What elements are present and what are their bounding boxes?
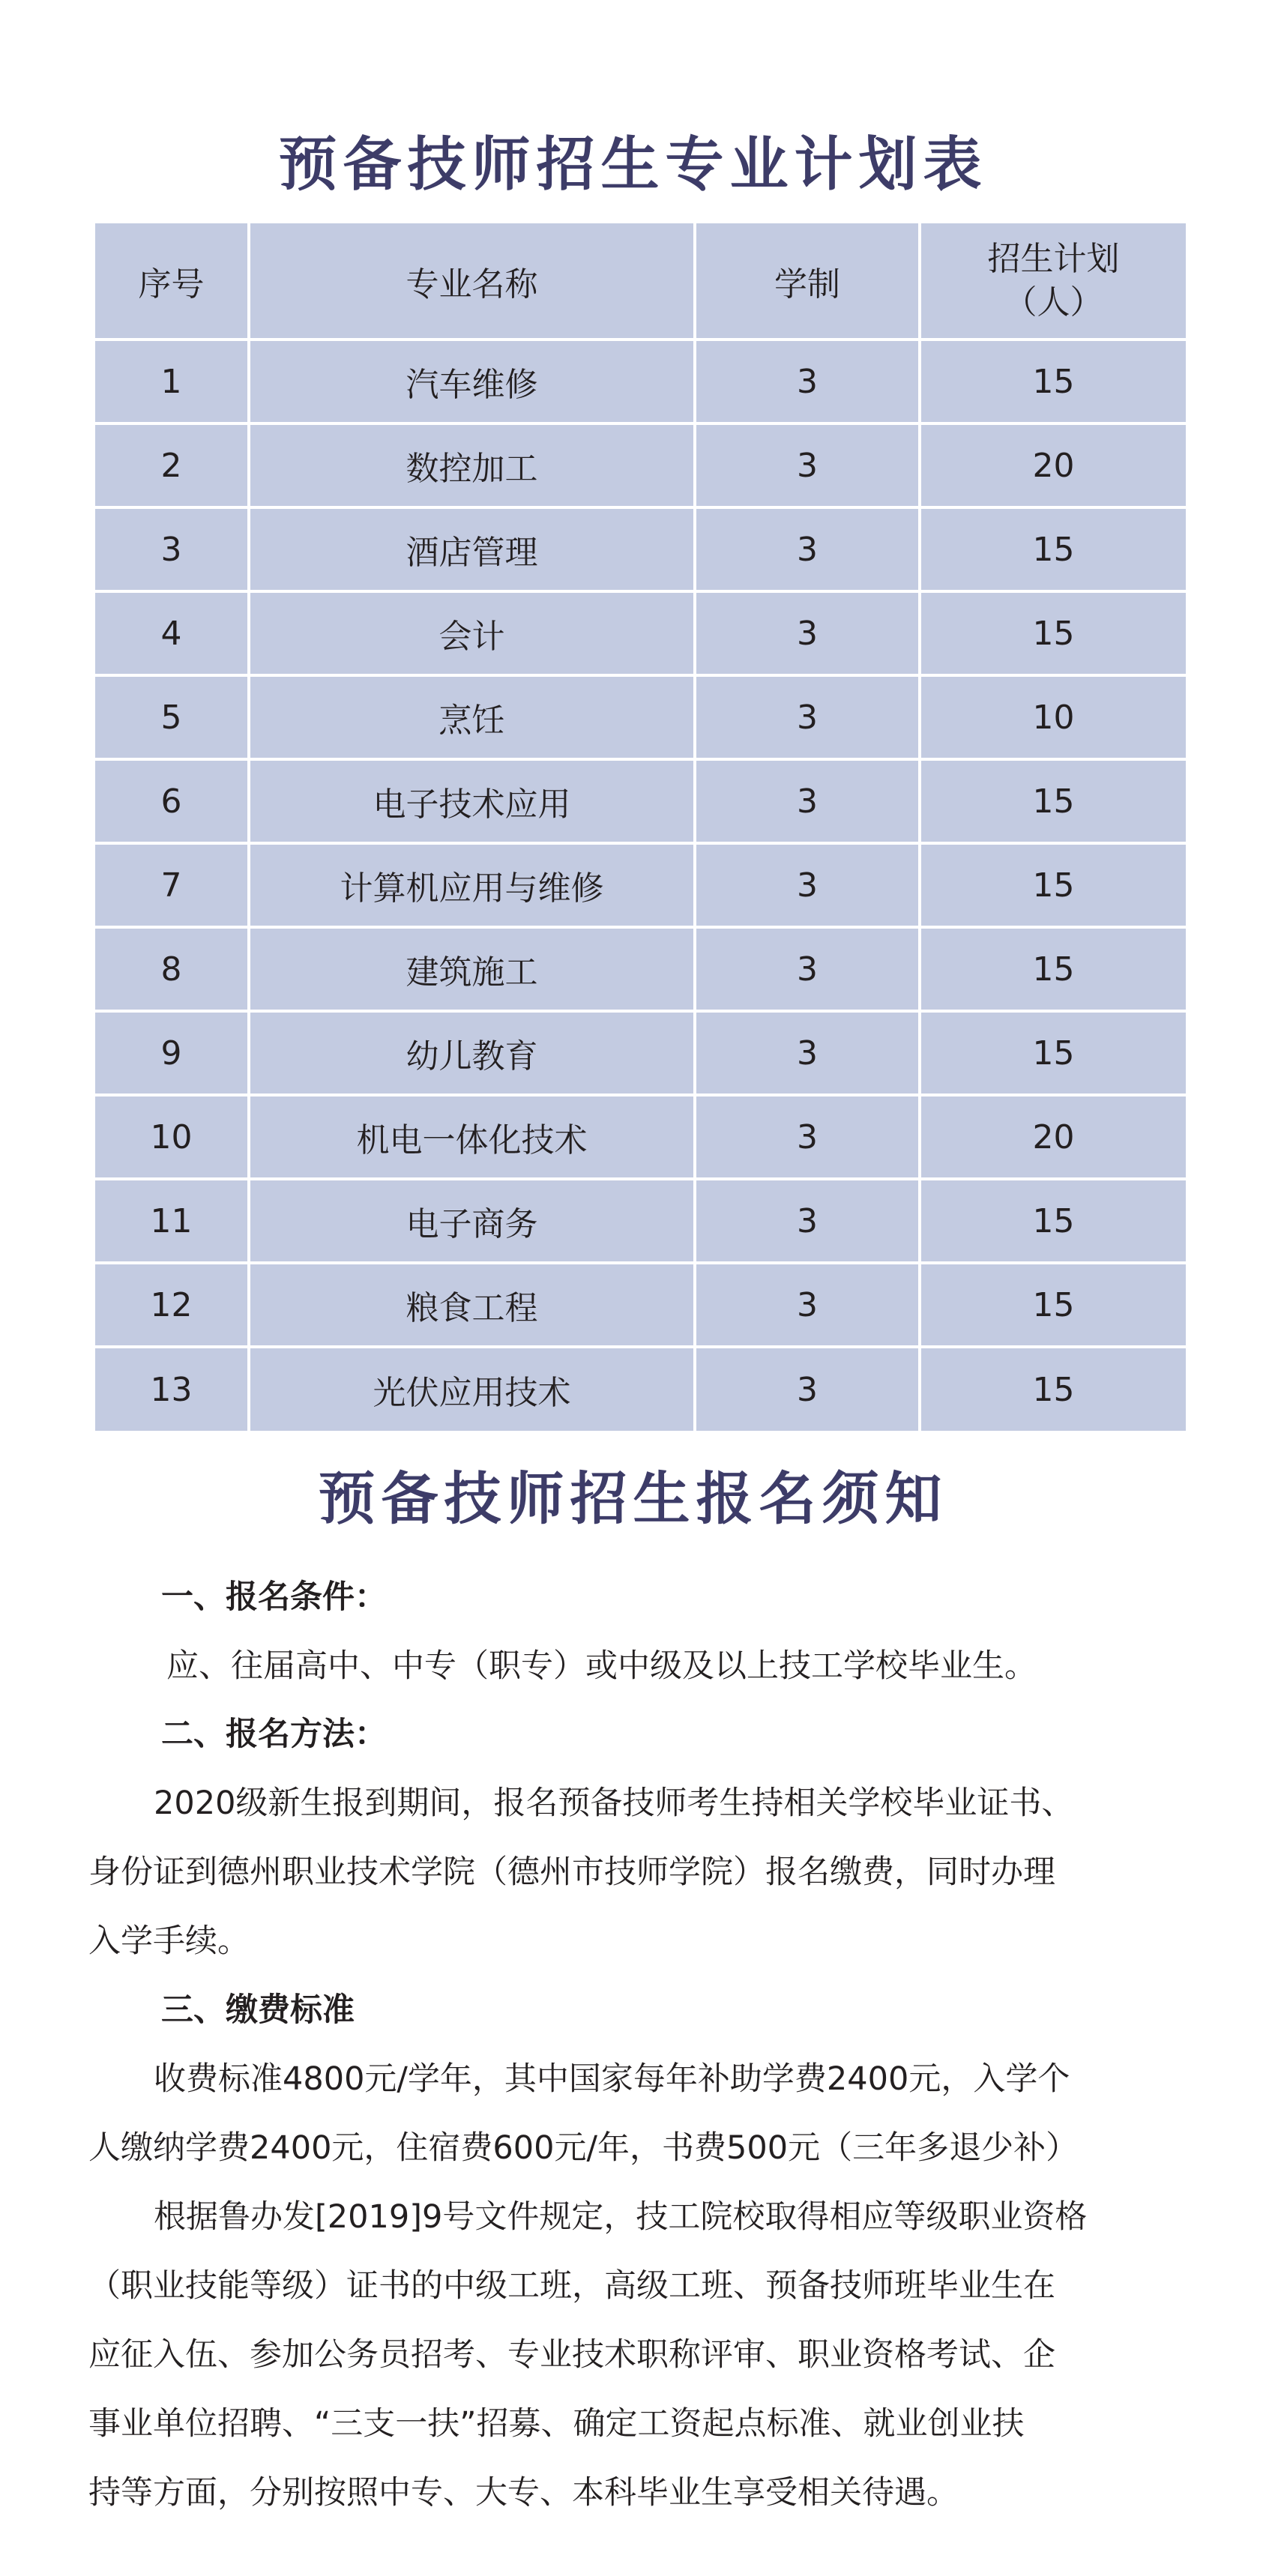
cell-major: 电子商务 [249,1179,695,1263]
table-row [95,1011,1186,1095]
table-header-row [95,223,1186,340]
table-row [95,423,1186,507]
section3-line4: （职业技能等级）证书的中级工班，高级工班、预备技师班毕业生在 [88,2267,1055,2305]
table-row [95,1347,1186,1431]
table-row [95,507,1186,591]
cell-seq: 9 [95,1011,249,1095]
header-quota-line1: 招生计划 [987,239,1120,278]
cell-quota: 15 [920,843,1186,927]
cell-duration: 3 [695,507,920,591]
cell-major: 粮食工程 [249,1263,695,1347]
cell-quota: 20 [920,1095,1186,1179]
cell-major: 幼儿教育 [249,1011,695,1095]
notice-title: 预备技师招生报名须知 [318,1465,948,1532]
cell-quota: 15 [920,340,1186,423]
cell-duration: 3 [695,675,920,759]
cell-duration: 3 [695,591,920,675]
section2-heading: 二、报名方法： [161,1716,387,1753]
cell-seq: 3 [95,507,249,591]
section2-line2: 身份证到德州职业技术学院（德州市技师学院）报名缴费，同时办理 [88,1853,1055,1891]
section2-line1: 2020级新生报到期间，报名预备技师考生持相关学校毕业证书、 [154,1785,1074,1822]
cell-major: 建筑施工 [249,927,695,1011]
cell-quota: 15 [920,1179,1186,1263]
table-row [95,927,1186,1011]
header-quota [920,223,1186,340]
cell-duration: 3 [695,843,920,927]
section3-heading: 三、缴费标准 [161,1991,355,2029]
cell-major: 电子技术应用 [249,759,695,843]
cell-quota: 20 [920,423,1186,507]
header-duration: 学制 [695,223,920,340]
cell-quota: 15 [920,1011,1186,1095]
cell-duration: 3 [695,1347,920,1431]
section3-line1: 收费标准4800元/学年，其中国家每年补助学费2400元，入学个 [154,2060,1070,2098]
cell-quota: 15 [920,1263,1186,1347]
table-row [95,843,1186,927]
table-row [95,1179,1186,1263]
cell-major: 光伏应用技术 [249,1347,695,1431]
section2-line3: 入学手续。 [88,1922,250,1960]
cell-seq: 2 [95,423,249,507]
cell-seq: 1 [95,340,249,423]
table-row [95,1263,1186,1347]
header-seq: 序号 [95,223,249,340]
section1-heading: 一、报名条件： [161,1578,387,1616]
cell-seq: 11 [95,1179,249,1263]
cell-duration: 3 [695,340,920,423]
cell-duration: 3 [695,927,920,1011]
enrollment-plan-table [95,223,1186,1431]
cell-seq: 13 [95,1347,249,1431]
cell-seq: 8 [95,927,249,1011]
cell-major: 酒店管理 [249,507,695,591]
section3-line2: 人缴纳学费2400元，住宿费600元/年，书费500元（三年多退少补） [88,2129,1079,2167]
cell-duration: 3 [695,1095,920,1179]
table-row [95,1095,1186,1179]
cell-seq: 7 [95,843,249,927]
cell-quota: 15 [920,927,1186,1011]
cell-duration: 3 [695,1179,920,1263]
cell-duration: 3 [695,759,920,843]
cell-major: 数控加工 [249,423,695,507]
header-quota-line2: （人） [1004,283,1103,322]
header-major: 专业名称 [249,223,695,340]
cell-major: 烹饪 [249,675,695,759]
cell-seq: 4 [95,591,249,675]
cell-seq: 12 [95,1263,249,1347]
cell-duration: 3 [695,1263,920,1347]
table-row [95,675,1186,759]
cell-duration: 3 [695,423,920,507]
section3-line6: 事业单位招聘、“三支一扶”招募、确定工资起点标准、就业创业扶 [88,2405,1025,2443]
cell-seq: 10 [95,1095,249,1179]
table-row [95,759,1186,843]
cell-quota: 15 [920,507,1186,591]
cell-major: 计算机应用与维修 [249,843,695,927]
section3-line3: 根据鲁办发[2019]9号文件规定，技工院校取得相应等级职业资格 [154,2198,1088,2236]
plan-table-title: 预备技师招生专业计划表 [278,131,988,199]
cell-major: 机电一体化技术 [249,1095,695,1179]
cell-quota: 15 [920,591,1186,675]
cell-quota: 10 [920,675,1186,759]
table-row [95,591,1186,675]
cell-seq: 5 [95,675,249,759]
cell-quota: 15 [920,759,1186,843]
table-row [95,340,1186,423]
cell-seq: 6 [95,759,249,843]
section3-line5: 应征入伍、参加公务员招考、专业技术职称评审、职业资格考试、企 [88,2336,1055,2374]
section1-line1: 应、往届高中、中专（职专）或中级及以上技工学校毕业生。 [166,1647,1037,1685]
cell-major: 会计 [249,591,695,675]
cell-major: 汽车维修 [249,340,695,423]
section3-line7: 持等方面，分别按照中专、大专、本科毕业生享受相关待遇。 [88,2474,959,2512]
cell-quota: 15 [920,1347,1186,1431]
cell-duration: 3 [695,1011,920,1095]
